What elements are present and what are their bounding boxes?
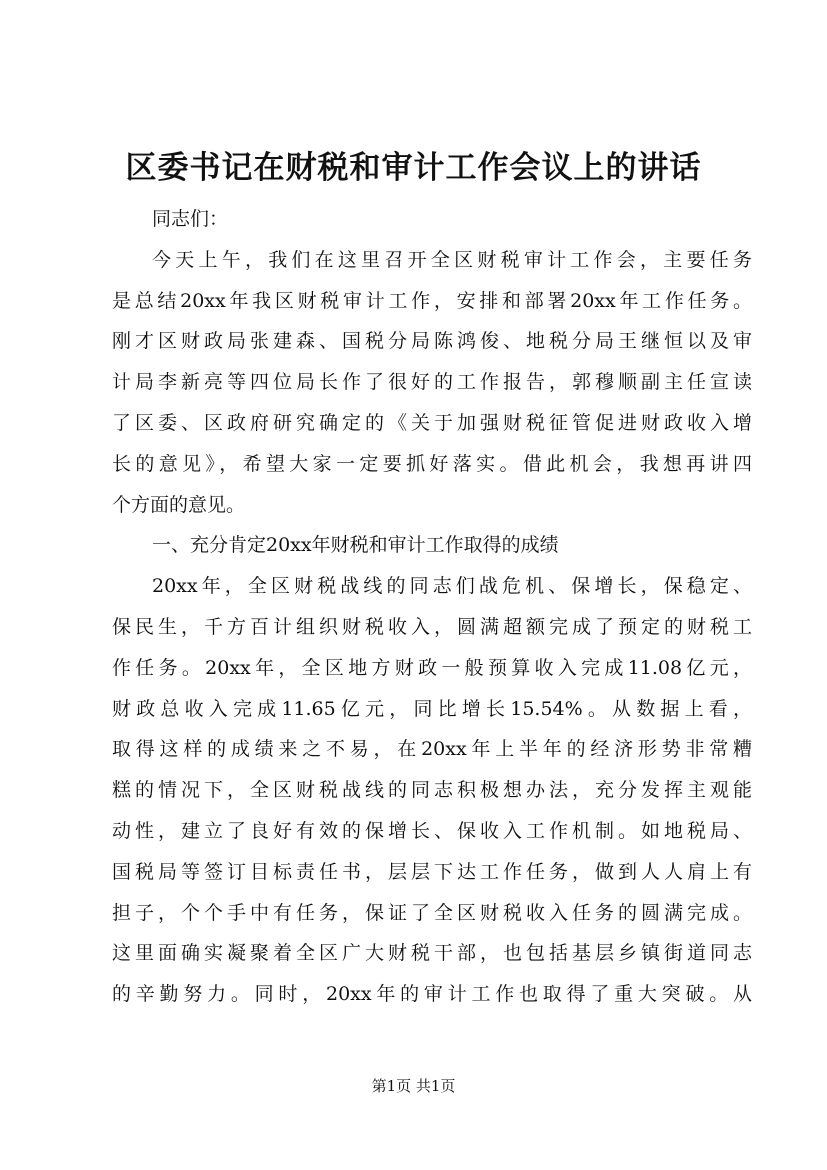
body-line: 长的意见》，希望大家一定要抓好落实。借此机会，我想再讲四 <box>112 452 752 475</box>
body-line: 这里面确实凝聚着全区广大财税干部，也包括基层乡镇街道同志 <box>112 942 752 965</box>
body-line: 保民生，千方百计组织财税收入，圆满超额完成了预定的财税工 <box>112 615 752 638</box>
body-line: 国税局等签订目标责任书，层层下达工作任务，做到人人肩上有 <box>112 860 752 883</box>
body-line: 糕的情况下，全区财税战线的同志积极想办法，充分发挥主观能 <box>112 779 752 802</box>
document-body <box>112 199 752 1015</box>
body-line: 取得这样的成绩来之不易，在20xx年上半年的经济形势非常糟 <box>112 738 752 761</box>
body-line: 作任务。20xx年，全区地方财政一般预算收入完成11.08亿元， <box>112 656 752 679</box>
body-line: 动性，建立了良好有效的保增长、保收入工作机制。如地税局、 <box>112 819 752 842</box>
body-line: 计局李新亮等四位局长作了很好的工作报告，郭穆顺副主任宣读 <box>112 371 752 394</box>
body-line: 是总结20xx年我区财税审计工作，安排和部署20xx年工作任务。 <box>112 289 752 312</box>
body-line: 刚才区财政局张建森、国税分局陈鸿俊、地税分局王继恒以及审 <box>112 330 752 353</box>
body-line: 20xx年，全区财税战线的同志们战危机、保增长，保稳定、 <box>152 575 752 598</box>
body-line: 了区委、区政府研究确定的《关于加强财税征管促进财政收入增 <box>112 411 752 434</box>
body-line: 的辛勤努力。同时，20xx年的审计工作也取得了重大突破。从 <box>112 983 752 1006</box>
body-line: 担子，个个手中有任务，保证了全区财税收入任务的圆满完成。 <box>112 901 752 924</box>
body-line: 今天上午，我们在这里召开全区财税审计工作会，主要任务 <box>152 248 752 271</box>
body-line: 个方面的意见。 <box>112 493 246 516</box>
body-line: 财政总收入完成11.65亿元，同比增长15.54%。从数据上看， <box>112 697 752 720</box>
salutation-line: 同志们： <box>152 208 229 230</box>
page-footer: 第1页 共1页 <box>371 1077 456 1095</box>
section-heading: 一、充分肯定20xx年财税和审计工作取得的成绩 <box>152 534 559 557</box>
document-title: 区委书记在财税和审计工作会议上的讲话 <box>125 150 702 186</box>
